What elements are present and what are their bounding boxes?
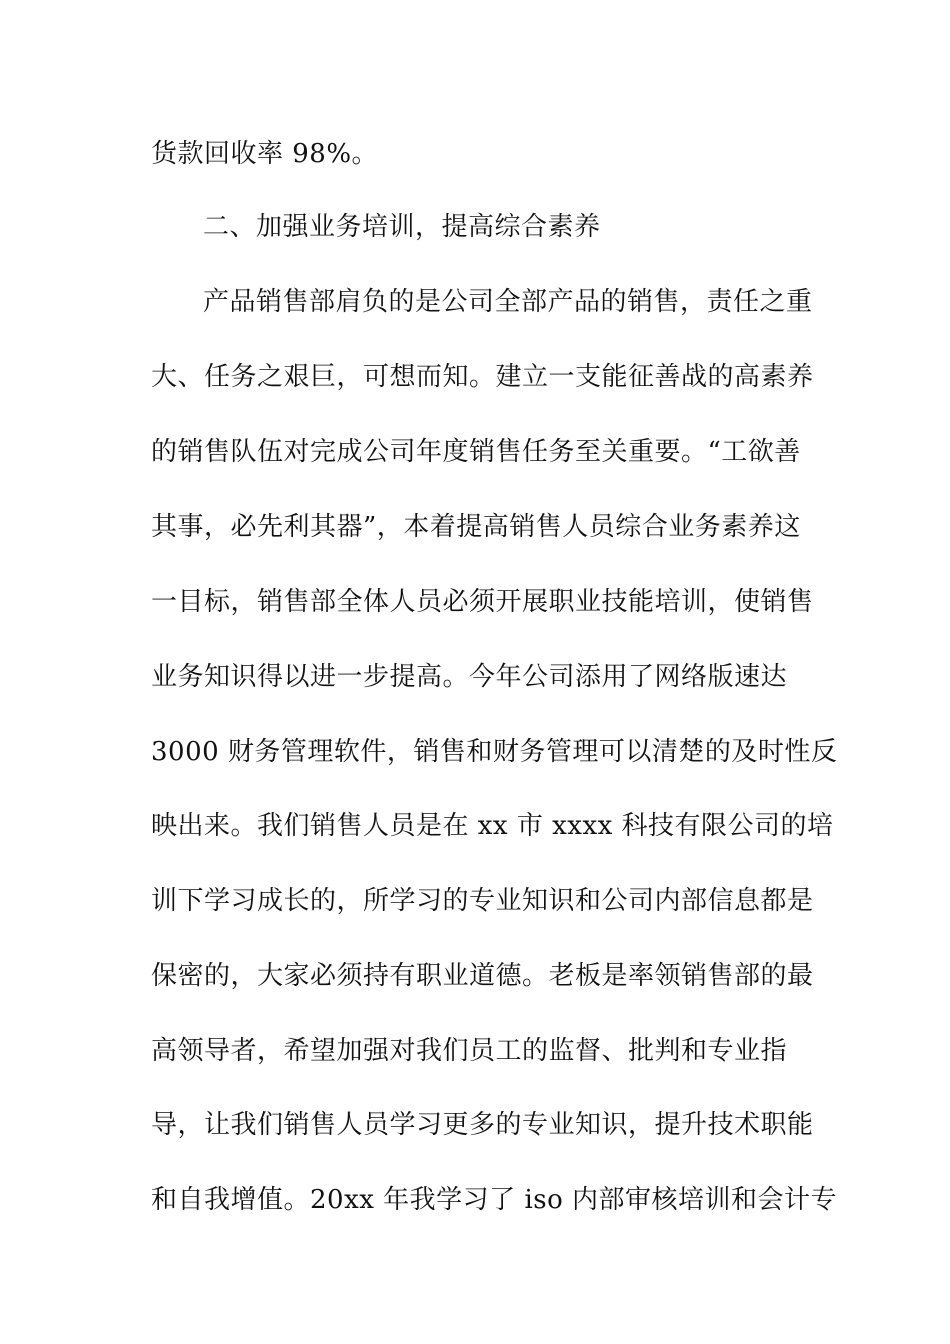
- text-line: 和自我增值。20xx 年我学习了 iso 内部审核培训和会计专: [151, 1185, 838, 1215]
- text-line: 映出来。我们销售人员是在 xx 市 xxxx 科技有限公司的培: [151, 811, 834, 841]
- text-line: 3000 财务管理软件，销售和财务管理可以清楚的及时性反: [151, 737, 838, 767]
- text-line: 产品销售部肩负的是公司全部产品的销售，责任之重: [203, 287, 813, 317]
- text-line: 保密的，大家必须持有职业道德。老板是率领销售部的最: [151, 961, 814, 991]
- text-line: 高领导者，希望加强对我们员工的监督、批判和专业指: [151, 1036, 788, 1066]
- text-line: 导，让我们销售人员学习更多的专业知识，提升技术职能: [151, 1110, 814, 1140]
- text-line: 货款回收率 98%。: [151, 139, 379, 169]
- text-line: 业务知识得以进一步提高。今年公司添用了网络版速达: [151, 662, 788, 692]
- text-line: 其事，必先利其器”，本着提高销售人员综合业务素养这: [151, 512, 801, 542]
- text-line: 大、任务之艰巨，可想而知。建立一支能征善战的高素养: [151, 362, 814, 392]
- section-heading: 二、加强业务培训，提高综合素养: [203, 212, 601, 242]
- text-line: 的销售队伍对完成公司年度销售任务至关重要。“工欲善: [151, 437, 801, 467]
- text-line: 训下学习成长的，所学习的专业知识和公司内部信息都是: [151, 886, 814, 916]
- text-line: 一目标，销售部全体人员必须开展职业技能培训，使销售: [151, 587, 814, 617]
